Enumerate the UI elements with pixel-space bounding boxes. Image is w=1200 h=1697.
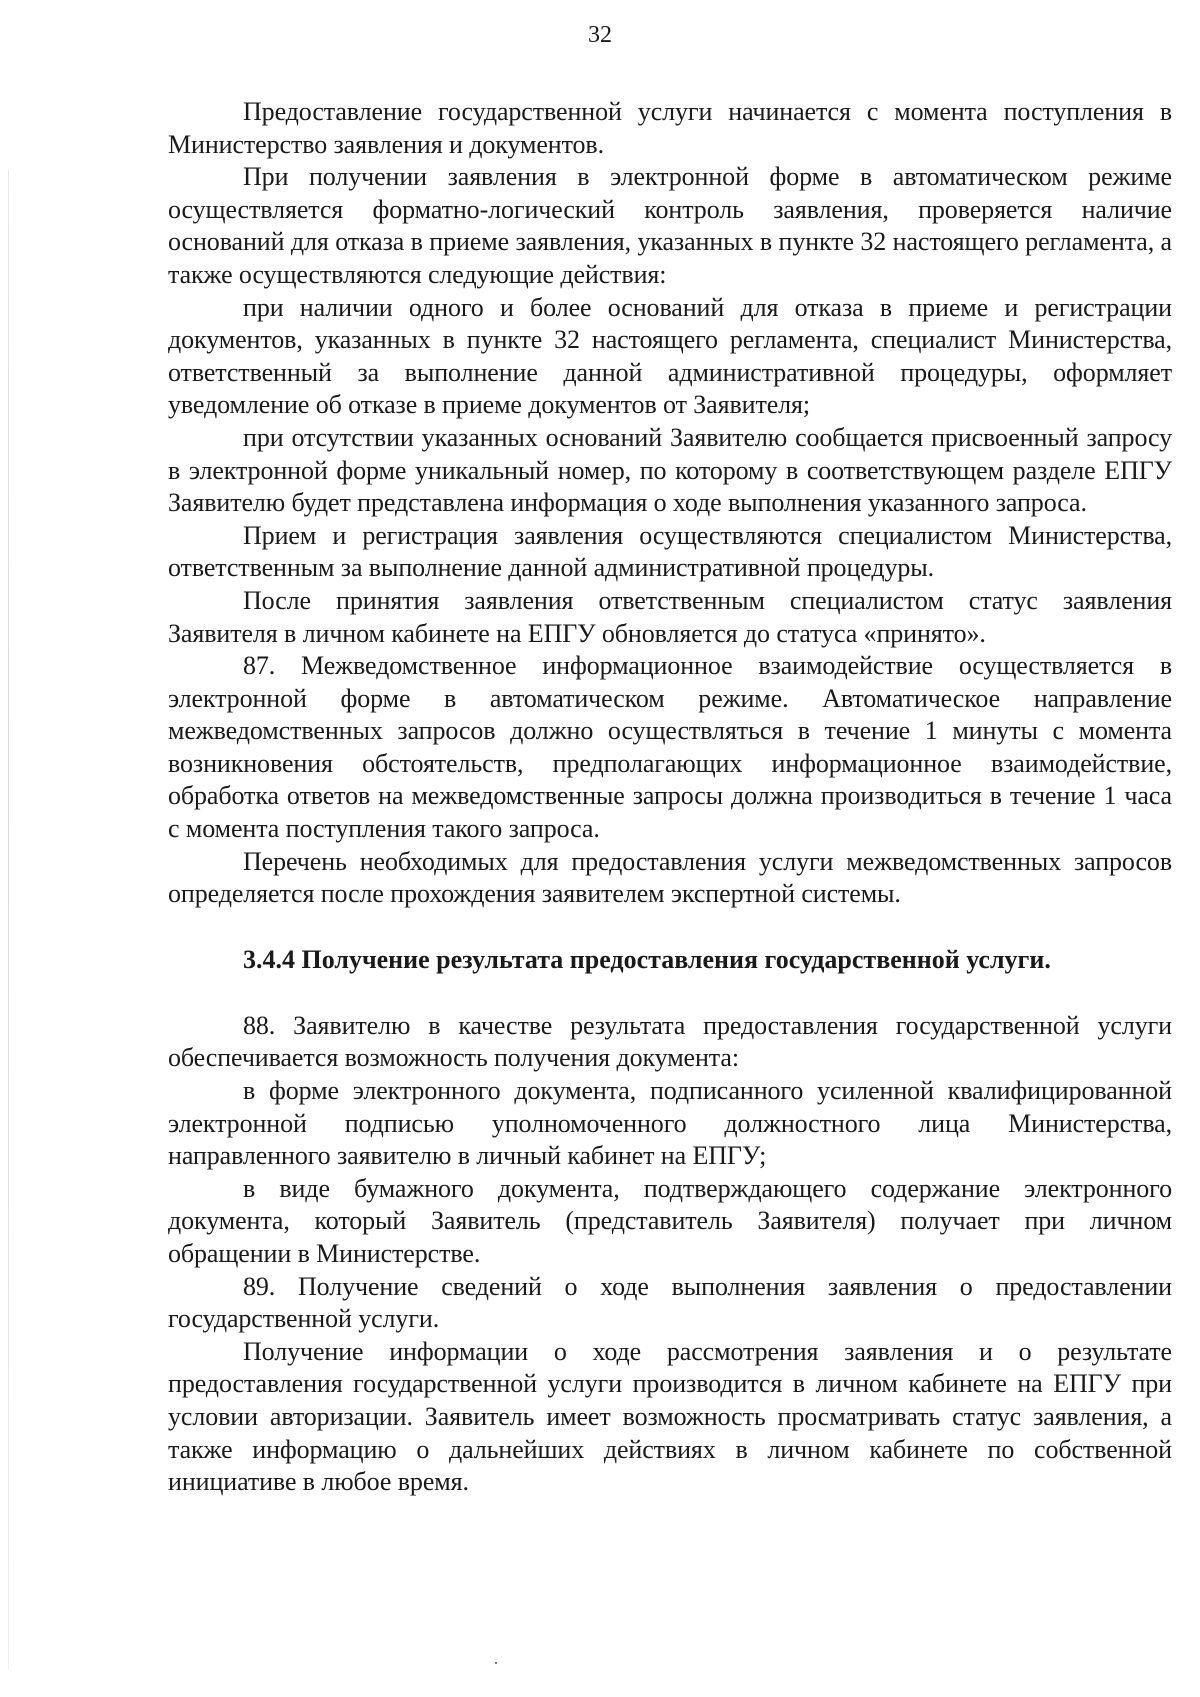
paragraph: Предоставление государственной услуги начинается с момента поступления в Министерство заявления и документов. [168,97,1172,159]
scan-edge-line [8,170,9,1670]
paragraph: Перечень необходимых для предоставления услуги межведомственных запросов определяется после прохождения заявителем экспертной системы. [168,846,1172,909]
paragraph-item-88: 88. Заявителю в качестве результата предоставления государственной услуги обеспечивается возможность получения документа: [168,1010,1172,1073]
paragraph: в форме электронного документа, подписанного усиленной квалифицированной электронной подписью уполномоченного должностного лица Министерства, направленного заявителю в личный кабинет на ЕПГУ; [168,1076,1172,1171]
paragraph: Получение информации о ходе рассмотрения заявления и о результате предоставления государственной услуги производится в личном кабинете на ЕПГУ при условии авторизации. Заявитель имеет возможность просматривать статус заявления, а также информацию о дальнейших действиях в личном кабинете по собственной инициативе в любое время. [168,1336,1172,1497]
document-body [168,96,1172,1499]
paragraph: при наличии одного и более оснований для отказа в приеме и регистрации документов, указанных в пункте 32 настоящего регламента, специалист Министерства, ответственный за выполнение данной административной процедуры, оформляет уведомление об отказе в приеме документов от Заявителя; [168,292,1172,420]
paragraph-item-89: 89. Получение сведений о ходе выполнения заявления о предоставлении государственной услуги. [168,1271,1172,1334]
paragraph: При получении заявления в электронной форме в автоматическом режиме осуществляется форматно-логический контроль заявления, проверяется наличие оснований для отказа в приеме заявления, указанных в пункте 32 настоящего регламента, а также осуществляются следующие действия: [168,162,1172,289]
paragraph-item-87: 87. Межведомственное информационное взаимодействие осуществляется в электронной форме в автоматическом режиме. Автоматическое направление межведомственных запросов должно осуществляться в течение 1 минуты с момента возникновения обстоятельств, предполагающих информационное взаимодействие, обработка ответов на межведомственные запросы должна производиться в течение 1 часа с момента поступления такого запроса. [168,651,1172,844]
paragraph: при отсутствии указанных оснований Заявителю сообщается присвоенный запросу в электронной форме уникальный номер, по которому в соответствующем разделе ЕПГУ Заявителю будет представлена информация о ходе выполнения указанного запроса. [168,422,1172,518]
paragraph: После принятия заявления ответственным специалистом статус заявления Заявителя в личном кабинете на ЕПГУ обновляется до статуса «принято». [168,585,1172,648]
scan-speck [495,1662,497,1664]
page-number: 32 [588,22,612,48]
section-heading: 3.4.4 Получение результата предоставления государственной услуги. [243,944,1051,974]
paragraph: в виде бумажного документа, подтверждающего содержание электронного документа, который Заявитель (представитель Заявителя) получает при личном обращении в Министерстве. [168,1173,1172,1268]
paragraph: Прием и регистрация заявления осуществляются специалистом Министерства, ответственным за выполнение данной административной процедуры. [168,520,1172,583]
